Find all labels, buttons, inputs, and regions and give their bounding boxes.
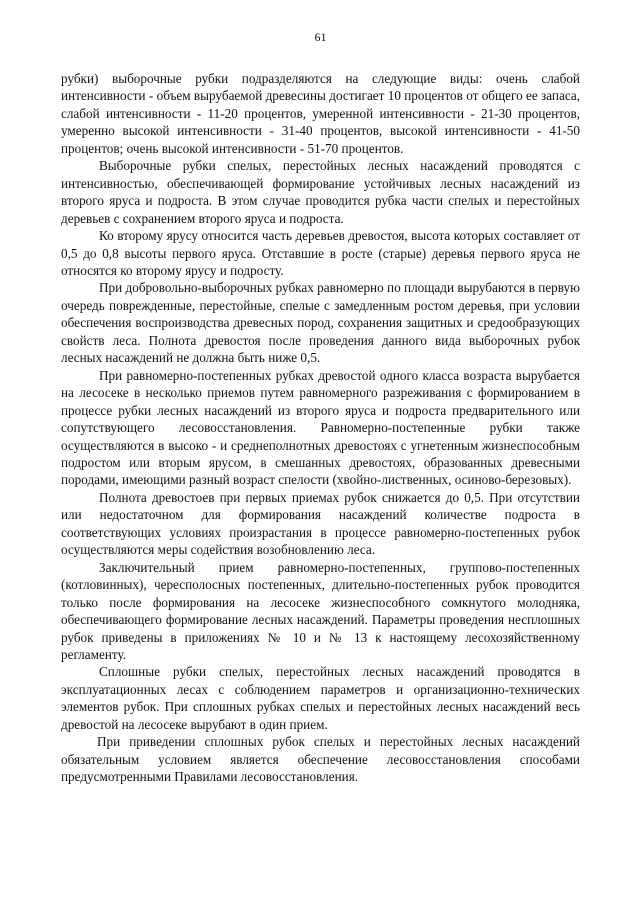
page-number: 61 [314,30,327,44]
paragraph-4: При добровольно-выборочных рубках равномерно по площади вырубаются в первую очередь поврежденные, перестойные, спелые с замедленным ростом деревья, при условии обеспечения воспроизводства древесных пород, сохранения защитных и средообразующих свойств леса. Полнота древостоя после проведения данного вида выборочных рубок лесных насаждений не должна быть ниже 0,5. [61,280,580,366]
paragraph-7: Заключительный прием равномерно-постепенных, группово-постепенных (котловинных), чересполосных постепенных, длительно-постепенных рубок проводится только после формирования на лесосеке жизнеспособного сомкнутого молодняка, обеспечивающего формирование лесных насаждений. Параметры проведения несплошных рубок приведены в приложениях № 10 и № 13 к настоящему лесохозяйственному регламенту. [61,559,580,662]
paragraph-9: При приведении сплошных рубок спелых и перестойных лесных насаждений обязательным условием является обеспечение лесовосстановления способами предусмотренными Правилами лесовосстановления. [61,734,580,785]
paragraph-5: При равномерно-постепенных рубках древостой одного класса возраста вырубается на лесосеке в несколько приемов путем равномерного разреживания с формированием в процессе рубки лесных насаждений из второго яруса и подроста предварительного или сопутствующего лесовосстановления. Равномерно-постепенные рубки также осуществляются в высоко - и среднеполнотных древостоях с угнетенным жизнеспособным подростом или вторым ярусом, в смешанных древостоях, образованных древесными породами, имеющими разный возраст спелости (хвойно-лиственных, осиново-березовых). [61,367,580,488]
paragraph-1: рубки) выборочные рубки подразделяются на следующие виды: очень слабой интенсивности - объем вырубаемой древесины достигает 10 процентов от общего ее запаса, слабой интенсивности - 11-20 процентов, умеренной интенсивности - 21-30 процентов, умеренно высокой интенсивности - 31-40 процентов, высокой интенсивности - 41-50 процентов; очень высокой интенсивности - 51-70 процентов. [61,71,580,156]
paragraph-2: Выборочные рубки спелых, перестойных лесных насаждений проводятся с интенсивностью, обеспечивающей формирование устойчивых лесных насаждений из второго яруса и подроста. В этом случае проводится рубка части спелых и перестойных деревьев с сохранением второго яруса и подроста. [61,158,580,226]
paragraph-8: Сплошные рубки спелых, перестойных лесных насаждений проводятся в эксплуатационных лесах с соблюдением параметров и организационно-технических элементов рубок. При сплошных рубках спелых и перестойных лесных насаждений весь древостой на лесосеке вырубают в один прием. [61,664,580,732]
paragraph-6: Полнота древостоев при первых приемах рубок снижается до 0,5. При отсутствии или недостаточном для формирования насаждений количестве подроста в соответствующих условиях произрастания в процессе равномерно-постепенных рубок осуществляются меры содействия возобновлению леса. [61,489,580,558]
body-text [61,70,580,786]
paragraph-3: Ко второму ярусу относится часть деревьев древостоя, высота которых составляет от 0,5 до 0,8 высоты первого яруса. Отставшие в росте (старые) деревья первого яруса не относятся ко второму ярусу и подросту. [61,228,580,278]
